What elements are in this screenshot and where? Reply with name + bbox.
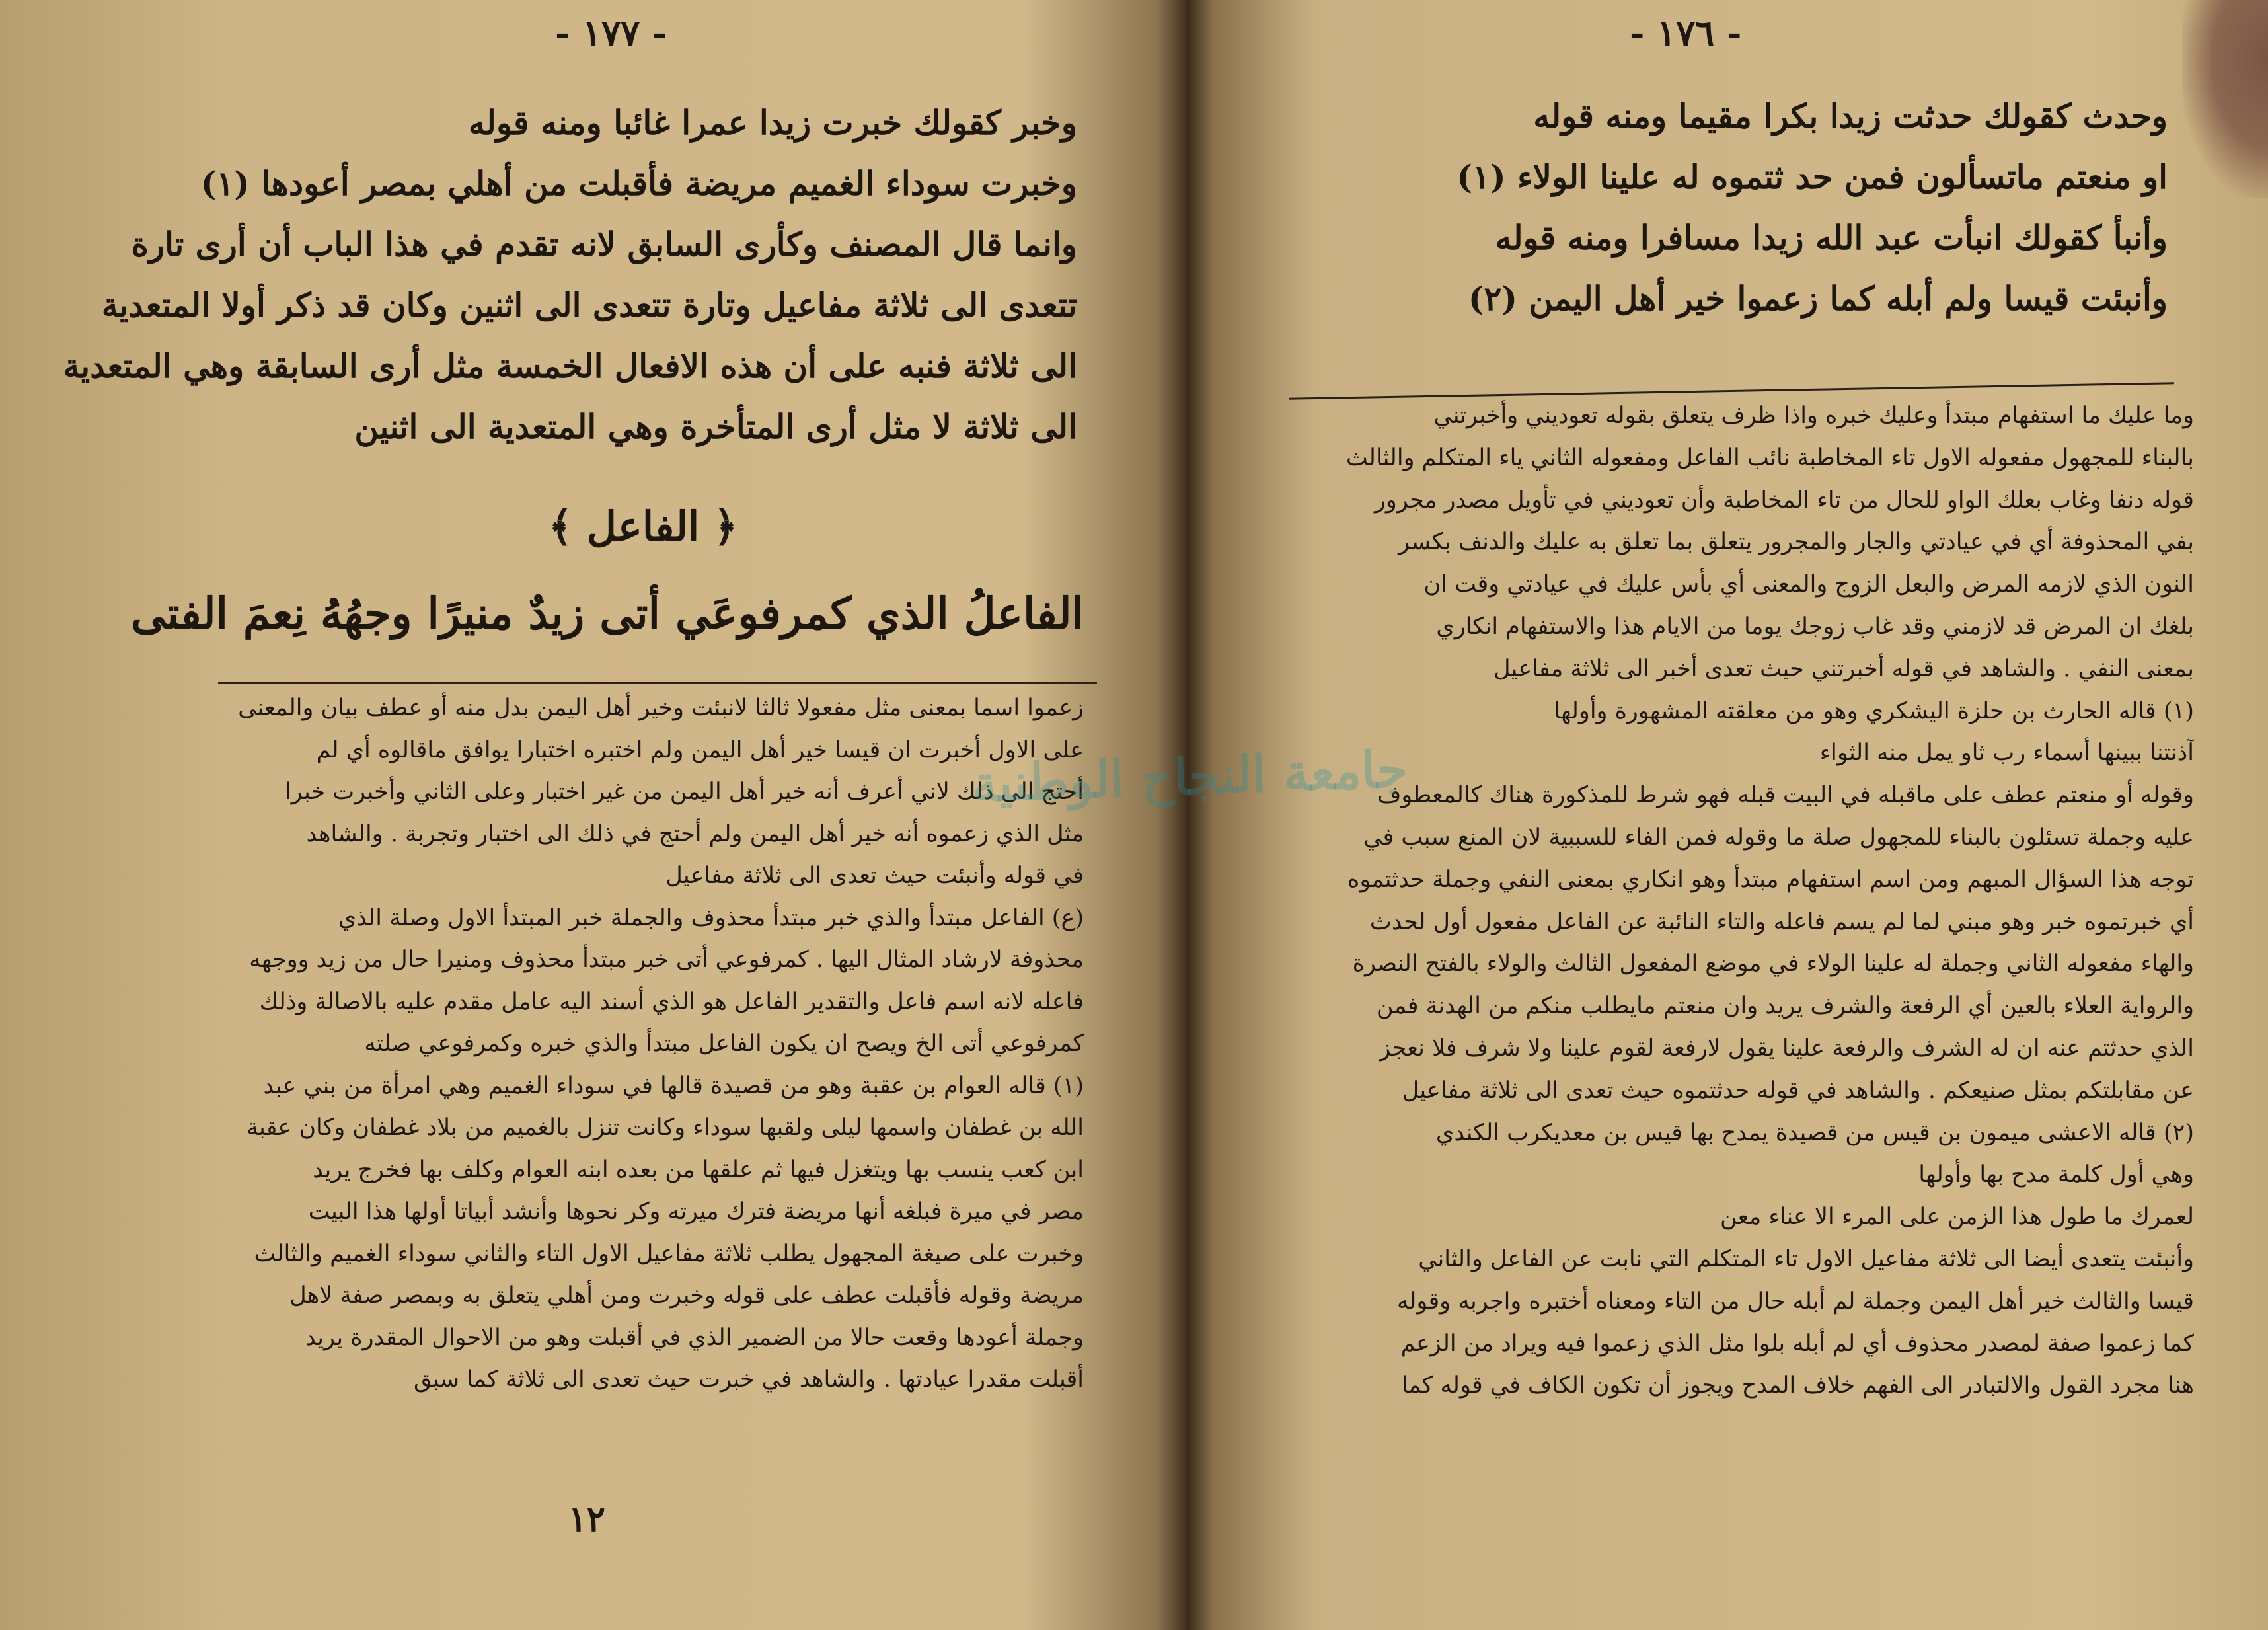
divider-rule [218, 682, 1097, 684]
text-line: وحدث كقولك حدثت زيدا بكرا مقيما ومنه قوله [1533, 97, 2168, 136]
commentary-line: مريضة وقوله فأقبلت عطف على قوله وخبرت ومن أهلي يتعلق به وبمصر صفة لاهل [289, 1282, 1084, 1309]
commentary-block [1282, 395, 2194, 1407]
commentary-line: كما زعموا صفة لمصدر محذوف أي لم أبله بلوا مثل الذي زعموا فيه ويراد من الزعم [1400, 1330, 2194, 1357]
alfiya-verse: الفاعلُ الذي كمرفوعَي أتى زيدٌ منيرًا وجهُهُ نِعمَ الفتى [131, 588, 1084, 639]
commentary-line: هنا مجرد القول والالتبادر الى الفهم خلاف المدح ويجوز أن تكون الكاف في قوله كما [1401, 1372, 2194, 1399]
commentary-line: بمعنى النفي . والشاهد في قوله أخبرتني حيث تعدى أخبر الى ثلاثة مفاعيل [1493, 655, 2194, 682]
commentary-line: فاعله لانه اسم فاعل والتقدير الفاعل هو الذي أسند اليه عامل مقدم عليه بالاصالة وذلك [259, 988, 1084, 1015]
text-line: الى ثلاثة فنبه على أن هذه الافعال الخمسة مثل أرى السابقة وهي المتعدية [63, 346, 1077, 385]
commentary-line: أقبلت مقدرا عيادتها . والشاهد في خبرت حيث تعدى الى ثلاثة كما سبق [414, 1366, 1084, 1393]
text-line: وانما قال المصنف وكأرى السابق لانه تقدم في هذا الباب أن أرى تارة [131, 225, 1077, 264]
commentary-line: مثل الذي زعموه أنه خير أهل اليمن ولم أحتج في ذلك الى اختبار وتجربة . والشاهد [306, 820, 1084, 847]
commentary-line: قوله دنفا وغاب بعلك الواو للحال من تاء المخاطبة وأن تعوديني في تأويل مصدر مجرور [1375, 486, 2194, 514]
commentary-line: عليه وجملة تسئلون بالبناء للمجهول صلة ما وقوله فمن الفاء للسببية لان المنع سبب في [1363, 824, 2194, 851]
text-line: وأنبئت قيسا ولم أبله كما زعموا خير أهل اليمن (٢) [1468, 279, 2168, 318]
commentary-line: وهي أول كلمة مدح بها وأولها [1918, 1161, 2194, 1188]
commentary-line: بالبناء للمجهول مفعوله الاول تاء المخاطبة نائب الفاعل ومفعوله الثاني ياء المتكلم والثالث [1345, 444, 2194, 471]
right-page [1203, 0, 2268, 1630]
page-number: - ١٧٦ - [1630, 12, 1742, 54]
signature-number: ١٢ [568, 1499, 605, 1539]
commentary-line: مصر في ميرة فبلغه أنها مريضة فترك ميرته وكر نحوها وأنشد أبياتا أولها هذا البيت [308, 1198, 1084, 1225]
commentary-line: الذي حدثتم عنه ان له الشرف والرفعة علينا يقول لارفعة لقوم علينا ولا شرف فلا نعجز [1379, 1034, 2194, 1062]
text-line: تتعدى الى ثلاثة مفاعيل وتارة تتعدى الى اثنين وكان قد ذكر أولا المتعدية [101, 286, 1077, 325]
section-title: ﴿ الفاعل ﴾ [548, 502, 738, 551]
commentary-line: والهاء مفعوله الثاني وجملة له علينا الولاء في موضع المفعول الثالث والولاء بالفتح النصرة [1352, 951, 2194, 978]
commentary-block [185, 687, 1084, 1401]
text-line: او منعتم ماتسألون فمن حد ثتموه له علينا الولاء (١) [1456, 157, 2168, 196]
commentary-line: عن مقابلتكم بمثل صنيعكم . والشاهد في قوله حدثتموه حيث تعدى الى ثلاثة مفاعيل [1402, 1077, 2194, 1104]
commentary-line: أي خبرتموه خبر وهو مبني لما لم يسم فاعله والتاء النائبة عن الفاعل مفعول أول لحدث [1369, 908, 2194, 935]
commentary-line: في قوله وأنبئت حيث تعدى الى ثلاثة مفاعيل [665, 863, 1084, 889]
commentary-line: لعمرك ما طول هذا الزمن على المرء الا عناء معن [1720, 1204, 2194, 1231]
text-line: وخبرت سوداء الغميم مريضة فأقبلت من أهلي بمصر أعودها (١) [200, 164, 1077, 203]
verse-block [1289, 86, 2168, 329]
commentary-line: وأنبئت يتعدى أيضا الى ثلاثة مفاعيل الاول تاء المتكلم التي نابت عن الفاعل والثاني [1418, 1245, 2194, 1272]
commentary-line: (١) قاله الحارث بن حلزة اليشكري وهو من معلقته المشهورة وأولها [1554, 697, 2194, 724]
commentary-line: الله بن غطفان واسمها ليلى ولقبها سوداء وكانت تنزل بالغميم من بلاد غطفان وكان عقبة [246, 1114, 1084, 1141]
commentary-line: (٢) قاله الاعشى ميمون بن قيس من قصيدة يمدح بها قيس بن معديكرب الكندي [1435, 1119, 2194, 1146]
text-line: وخبر كقولك خبرت زيدا عمرا غائبا ومنه قوله [468, 103, 1077, 142]
commentary-line: آذنتنا ببينها أسماء رب ثاو يمل منه الثواء [1819, 740, 2194, 767]
commentary-line: أحتج الى ذلك لاني أعرف أنه خير أهل اليمن من غير اختبار وعلى الثاني وأخبرت خبرا [284, 779, 1084, 805]
commentary-line: ابن كعب ينسب بها ويتغزل فيها ثم علقها من بعده ابنه العوام وكلف بها فخرج يريد [313, 1156, 1084, 1183]
commentary-line: والرواية العلاء بالعين أي الرفعة والشرف يريد وان منعتم مايطلب منكم من الهدنة فمن [1376, 993, 2194, 1020]
commentary-line: بفي المحذوفة أي في عيادتي والجار والمجرور يتعلق بما تعلق به عليك والدنف بكسر [1398, 529, 2194, 556]
commentary-line: (ع) الفاعل مبتدأ والذي خبر مبتدأ محذوف والجملة خبر المبتدأ الاول وصلة الذي [338, 904, 1084, 931]
commentary-line: وقوله أو منعتم عطف على ماقبله في البيت قبله فهو شرط للمذكورة هناك كالمعطوف [1377, 782, 2194, 809]
text-line: الى ثلاثة لا مثل أرى المتأخرة وهي المتعدية الى اثنين [354, 407, 1077, 446]
commentary-line: وجملة أعودها وقعت حالا من الضمير الذي في أقبلت وهو من الاحوال المقدرة يريد [305, 1324, 1084, 1351]
library-watermark: جامعة النجاح الوطنية [970, 739, 1409, 814]
commentary-line: النون الذي لازمه المرض والبعل الزوج والمعنى أي بأس عليك في عيادتي وقت ان [1423, 571, 2194, 598]
commentary-line: على الاول أخبرت ان قيسا خير أهل اليمن ولم اختبره اختبارا يوافق ماقالوه أي لم [316, 736, 1084, 763]
text-line: وأنبأ كقولك انبأت عبد الله زيدا مسافرا ومنه قوله [1495, 218, 2168, 257]
commentary-line: كمرفوعي أتى الخ ويصح ان يكون الفاعل مبتدأ والذي خبره وكمرفوعي صلته [364, 1030, 1084, 1057]
commentary-line: قيسا والثالث خير أهل اليمن وجملة لم أبله حال من التاء ومعناه أختبره واجربه وقوله [1396, 1288, 2194, 1315]
commentary-line: زعموا اسما بمعنى مثل مفعولا ثالثا لانبئت وخير أهل اليمن بدل منه أو عطف بيان والمعنى [238, 695, 1084, 721]
commentary-line: (١) قاله العوام بن عقبة وهو من قصيدة قالها في سوداء الغميم وهي امرأة من بني عبد [263, 1072, 1084, 1099]
page-number: - ١٧٧ - [555, 12, 667, 54]
commentary-line: وخبرت على صيغة المجهول يطلب ثلاثة مفاعيل الاول التاء والثاني سوداء الغميم والثالث [254, 1240, 1084, 1267]
commentary-line: محذوفة لارشاد المثال اليها . كمرفوعي أتى خبر مبتدأ محذوف ومنيرا حال من زيد ووجهه [249, 947, 1084, 973]
verse-block [63, 93, 1077, 457]
commentary-line: وما عليك ما استفهام مبتدأ وعليك خبره واذا ظرف يتعلق بقوله تعوديني وأخبرتني [1433, 403, 2194, 429]
commentary-line: توجه هذا السؤال المبهم ومن اسم استفهام مبتدأ وهو انكاري بمعنى النفي وجملة حدثتموه [1347, 866, 2194, 893]
commentary-line: بلغك ان المرض قد لازمني وقد غاب زوجك يوما من الايام هذا والاستفهام انكاري [1436, 613, 2194, 640]
